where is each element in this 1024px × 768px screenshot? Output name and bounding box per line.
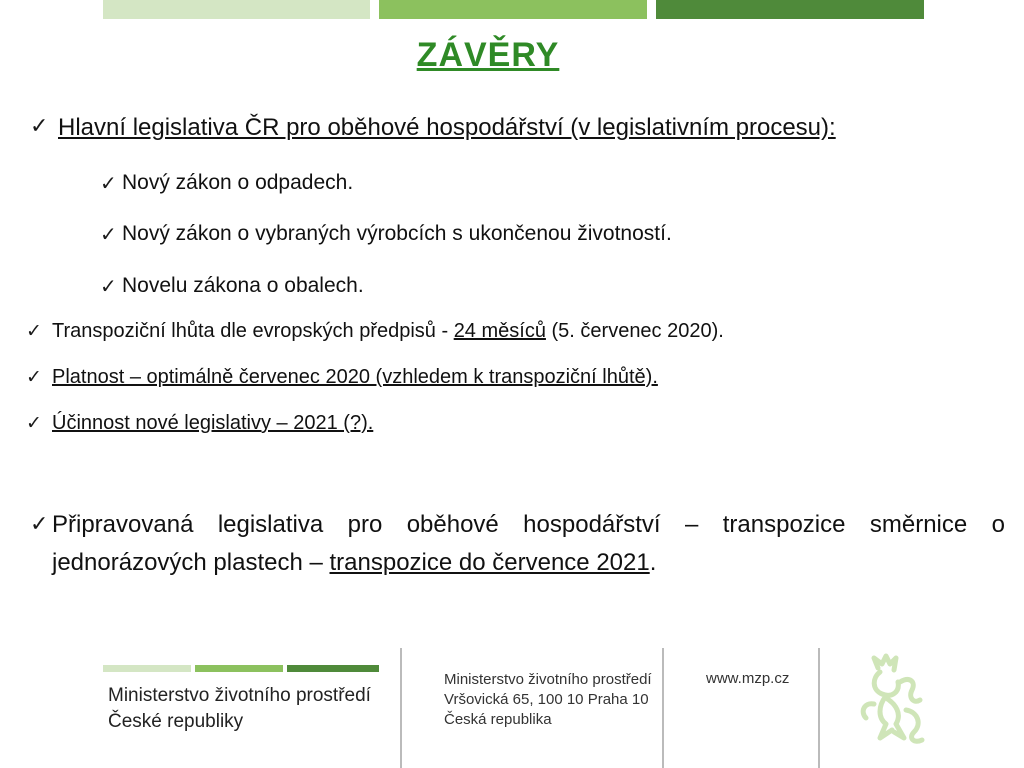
header-bar-light <box>103 0 370 19</box>
footer-address: Ministerstvo životního prostředí Vršovická 65, 100 10 Praha 10 Česká republika <box>444 671 652 728</box>
bullet-effectiveness <box>26 412 373 435</box>
sub-bullet <box>100 274 364 298</box>
check-icon: ✓ <box>30 114 49 139</box>
footer-bar-light <box>103 665 191 672</box>
footer-bar-dark <box>287 665 379 672</box>
bullet-text: Transpoziční lhůta dle evropských předpisů - 24 měsíců (5. červenec 2020). <box>52 320 724 342</box>
lion-emblem-icon <box>852 652 930 748</box>
sub-bullet-text: Nový zákon o odpadech. <box>122 171 354 194</box>
footer-divider <box>400 648 402 768</box>
bullet-validity <box>26 366 658 389</box>
bullet-single-use-plastics <box>30 506 1005 582</box>
bullet-text: Platnost – optimálně červenec 2020 (vzhledem k transpoziční lhůtě). <box>52 366 658 388</box>
page-title: ZÁVĚRY <box>416 36 560 74</box>
ministry-logo-text: Ministerstvo životního prostředí České republiky <box>108 685 371 732</box>
check-icon: ✓ <box>100 171 117 195</box>
sub-bullet-text: Novelu zákona o obalech. <box>122 274 364 297</box>
header-bar-dark <box>656 0 924 19</box>
footer-website: www.mzp.cz <box>706 670 790 687</box>
check-icon: ✓ <box>100 274 117 298</box>
check-icon: ✓ <box>26 320 42 342</box>
check-icon: ✓ <box>30 512 49 537</box>
footer-divider <box>818 648 820 768</box>
footer-divider <box>662 648 664 768</box>
footer-bar-medium <box>195 665 283 672</box>
bullet-text: Připravovaná legislativa pro oběhové hospodářství – transpozice směrnice o jednorázových plastech – transpozice do července 2021. <box>52 511 1005 576</box>
bullet-main-legislation <box>30 114 836 142</box>
sub-bullet-text: Nový zákon o vybraných výrobcích s ukončenou životností. <box>122 222 672 245</box>
bullet-transposition-deadline <box>26 320 724 343</box>
sub-bullet <box>100 171 353 195</box>
bullet-text: Hlavní legislativa ČR pro oběhové hospodářství (v legislativním procesu): <box>58 114 836 141</box>
check-icon: ✓ <box>26 366 42 388</box>
bullet-text: Účinnost nové legislativy – 2021 (?). <box>52 412 374 434</box>
check-icon: ✓ <box>26 412 42 434</box>
header-bar-medium <box>379 0 647 19</box>
check-icon: ✓ <box>100 222 117 246</box>
sub-bullet <box>100 222 672 246</box>
